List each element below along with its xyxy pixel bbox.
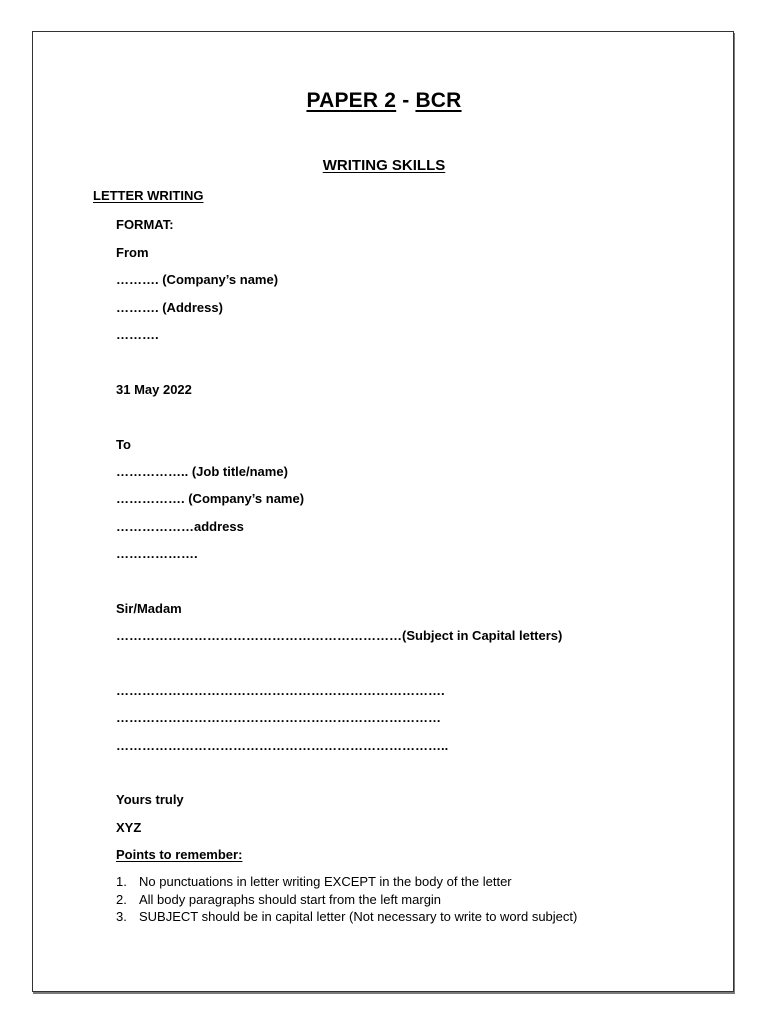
page-subtitle: WRITING SKILLS xyxy=(322,157,446,174)
body-line-2: ………………………………………………………………… xyxy=(116,710,441,725)
recipient-job-line: …………….. (Job title/name) xyxy=(116,464,288,479)
closing-line: Yours truly xyxy=(116,792,184,807)
list-item-number: 3. xyxy=(116,909,127,924)
sender-address-line: ………. (Address) xyxy=(116,300,223,315)
list-item-number: 1. xyxy=(116,874,127,889)
list-item-text: All body paragraphs should start from the left margin xyxy=(139,891,442,907)
subject-line: …………………………………………………………(Subject in Capital letters) xyxy=(116,628,563,643)
signature-line: XYZ xyxy=(116,820,142,835)
points-heading: Points to remember: xyxy=(116,847,243,862)
from-label: From xyxy=(116,245,149,260)
date-line: 31 May 2022 xyxy=(116,382,192,397)
list-item-text: No punctuations in letter writing EXCEPT in the body of the letter xyxy=(139,874,512,889)
salutation-line: Sir/Madam xyxy=(116,601,182,616)
section-heading: LETTER WRITING xyxy=(93,188,204,203)
list-item-number: 2. xyxy=(116,891,127,907)
sender-company-line: ………. (Company’s name) xyxy=(116,272,279,287)
page-title xyxy=(0,89,768,113)
recipient-address-line: ………………address xyxy=(116,519,244,534)
recipient-extra-line: ………………. xyxy=(116,546,198,561)
list-item xyxy=(116,891,577,909)
list-item-text: SUBJECT should be in capital letter (Not necessary to write to word subject) xyxy=(139,909,578,924)
format-label: FORMAT: xyxy=(116,217,174,232)
body-line-1: …………………………………………………………………. xyxy=(116,683,445,698)
list-item xyxy=(116,908,577,926)
sender-extra-line: ………. xyxy=(116,327,159,342)
body-line-3: ………………………………………………………………….. xyxy=(116,738,449,753)
points-list xyxy=(116,873,577,926)
list-item xyxy=(116,873,577,891)
title-subject: BCR xyxy=(415,89,462,112)
to-label: To xyxy=(116,437,131,452)
title-paper: PAPER 2 xyxy=(306,89,397,112)
title-separator: - xyxy=(396,89,416,112)
recipient-company-line: ……………. (Company’s name) xyxy=(116,491,305,506)
